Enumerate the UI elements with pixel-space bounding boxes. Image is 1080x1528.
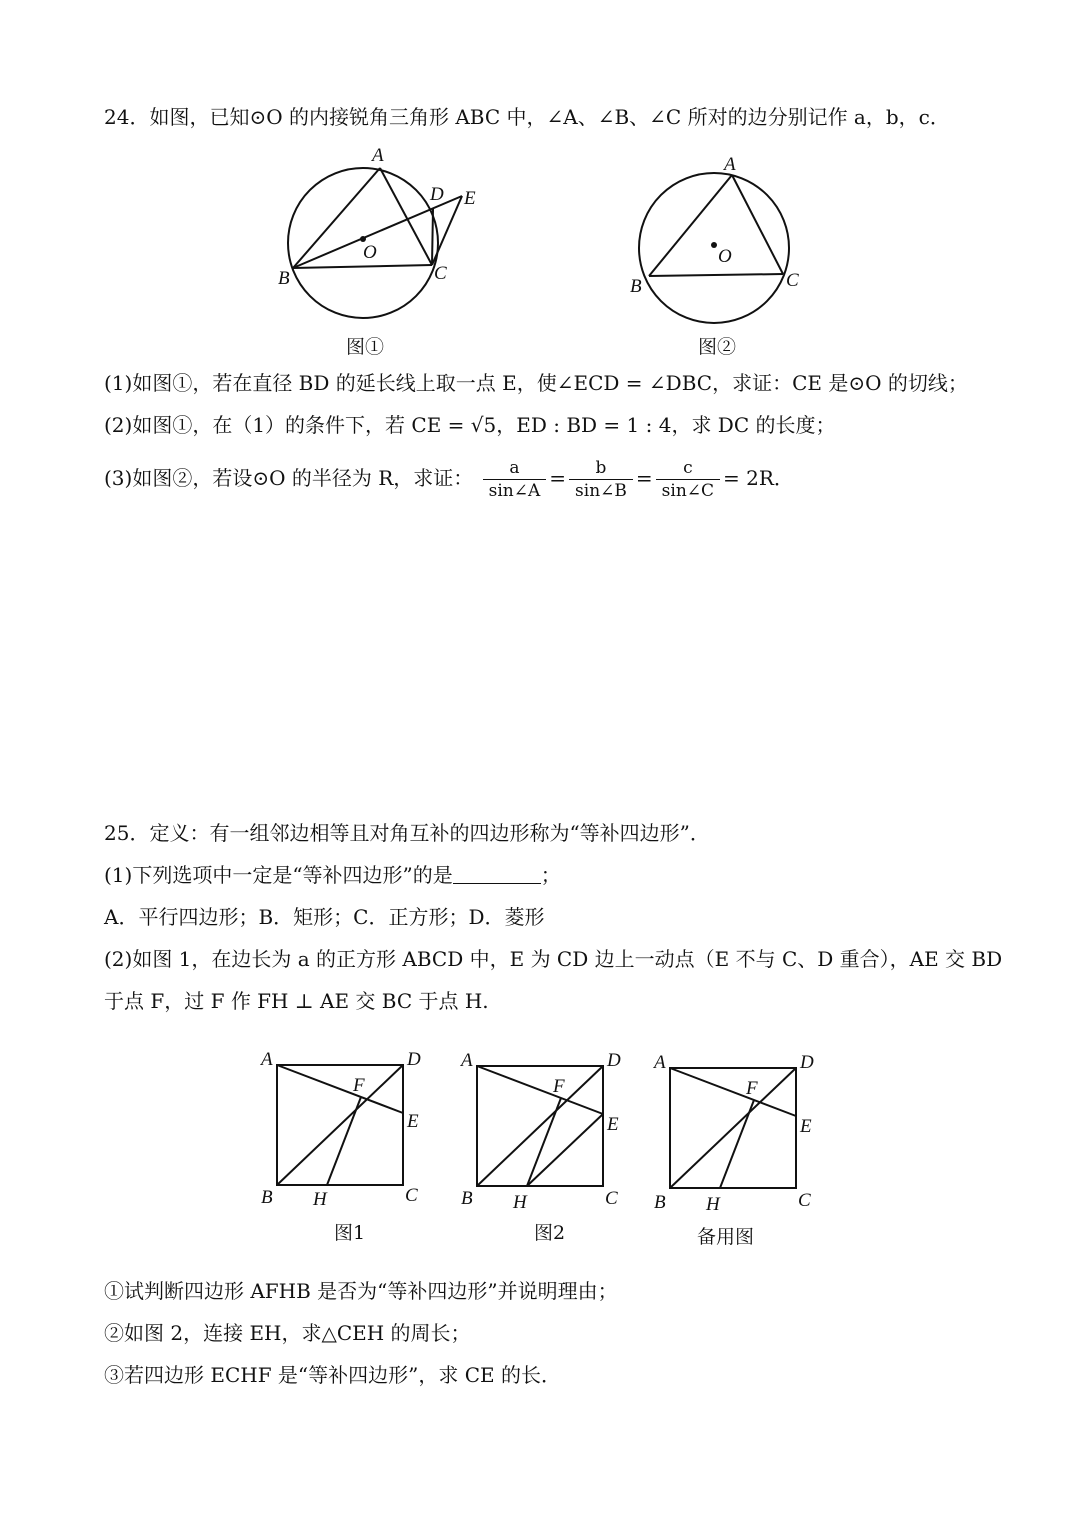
q24-part1: (1)如图①，若在直径 BD 的延长线上取一点 E，使∠ECD = ∠DBC，求证：CE 是⊙O 的切线；: [104, 371, 968, 395]
segment-cd: [432, 209, 433, 265]
segment-ae: [277, 1065, 403, 1113]
label-b: B: [278, 268, 290, 289]
label-h: H: [513, 1192, 527, 1213]
q25-sub2: ②如图 2，连接 EH，求△CEH 的周长；: [104, 1321, 471, 1345]
segment-bc: [649, 274, 783, 276]
label-h: H: [706, 1194, 720, 1215]
label-e: E: [407, 1111, 419, 1132]
label-e: E: [464, 188, 476, 209]
label-e: E: [607, 1114, 619, 1135]
label-f: F: [553, 1076, 565, 1097]
label-a: A: [654, 1052, 666, 1073]
fraction-b: $\frac{b}{\sin\angle B}$: [569, 457, 633, 502]
q24-figure-1: [270, 140, 500, 330]
label-a: A: [372, 145, 384, 166]
segment-ac: [732, 175, 783, 274]
label-f: F: [746, 1078, 758, 1099]
fraction-c: $\frac{c}{\sin\angle C}$: [656, 457, 720, 502]
label-d: D: [800, 1052, 814, 1073]
q24-part2: (2)如图①，在（1）的条件下，若 CE = √5，ED : BD = 1 : 4，求 DC 的长度；: [104, 413, 836, 437]
diagonal-bd: [277, 1065, 403, 1185]
q25-part2-line1: (2)如图 1，在边长为 a 的正方形 ABCD 中，E 为 CD 边上一动点（E 不与 C、D 重合），AE 交 BD: [104, 947, 1003, 971]
diagonal-bd: [477, 1066, 603, 1186]
label-d: D: [430, 184, 444, 205]
segment-fh: [527, 1098, 561, 1186]
label-b: B: [261, 1187, 273, 1208]
equals-sign: =: [549, 466, 567, 490]
label-c: C: [405, 1185, 418, 1206]
label-c: C: [786, 270, 799, 291]
segment-ae: [670, 1068, 796, 1116]
segment-fh: [720, 1100, 754, 1188]
q25-fig1-caption: 图1: [334, 1222, 366, 1244]
label-a: A: [724, 154, 736, 175]
label-c: C: [605, 1188, 618, 1209]
label-b: B: [461, 1188, 473, 1209]
fraction-a: $\frac{a}{\sin\angle A}$: [483, 457, 547, 502]
label-c: C: [434, 263, 447, 284]
label-c: C: [798, 1190, 811, 1211]
q25-spare-caption: 备用图: [697, 1226, 755, 1248]
q24-fig2-caption: 图②: [698, 336, 737, 358]
q24-part3: [104, 454, 794, 502]
q25-intro: 25．定义：有一组邻边相等且对角互补的四边形称为“等补四边形”．: [104, 821, 710, 845]
label-a: A: [461, 1050, 473, 1071]
label-b: B: [654, 1192, 666, 1213]
q24-figure-2: [620, 148, 820, 328]
q25-sub1: ①试判断四边形 AFHB 是否为“等补四边形”并说明理由；: [104, 1279, 618, 1303]
q25-part1: (1)下列选项中一定是“等补四边形”的是 ；: [104, 863, 561, 887]
label-e: E: [800, 1116, 812, 1137]
diagonal-bd: [670, 1068, 796, 1188]
label-h: H: [313, 1189, 327, 1210]
answer-blank[interactable]: [453, 865, 541, 884]
label-f: F: [353, 1075, 365, 1096]
segment-bc: [293, 265, 432, 268]
label-o: O: [363, 242, 377, 263]
segment-fh: [327, 1097, 361, 1185]
label-d: D: [607, 1050, 621, 1071]
q24-intro: 24．如图，已知⊙O 的内接锐角三角形 ABC 中，∠A、∠B、∠C 所对的边分别记作 a，b，c．: [104, 105, 950, 129]
equals-sign: =: [635, 466, 653, 490]
q25-figure-spare: [648, 1048, 828, 1218]
q25-figure-1: [255, 1045, 435, 1215]
label-d: D: [407, 1049, 421, 1070]
q25-options: A．平行四边形；B．矩形；C．正方形；D．菱形: [104, 905, 545, 929]
center-dot: [711, 242, 717, 248]
q24-fig1-caption: 图①: [346, 336, 385, 358]
segment-eh: [527, 1114, 603, 1186]
segment-ae: [477, 1066, 603, 1114]
label-a: A: [261, 1049, 273, 1070]
q25-part2-line2: 于点 F，过 F 作 FH ⊥ AE 交 BC 于点 H.: [104, 989, 489, 1013]
label-b: B: [630, 276, 642, 297]
q25-figure-2: [455, 1046, 635, 1216]
q25-sub3: ③若四边形 ECHF 是“等补四边形”，求 CE 的长．: [104, 1363, 562, 1387]
q25-fig2-caption: 图2: [534, 1222, 566, 1244]
q24-part3-suffix: = 2R．: [723, 466, 794, 490]
label-o: O: [718, 246, 732, 267]
q24-part3-prefix: (3)如图②，若设⊙O 的半径为 R，求证：: [104, 466, 474, 490]
